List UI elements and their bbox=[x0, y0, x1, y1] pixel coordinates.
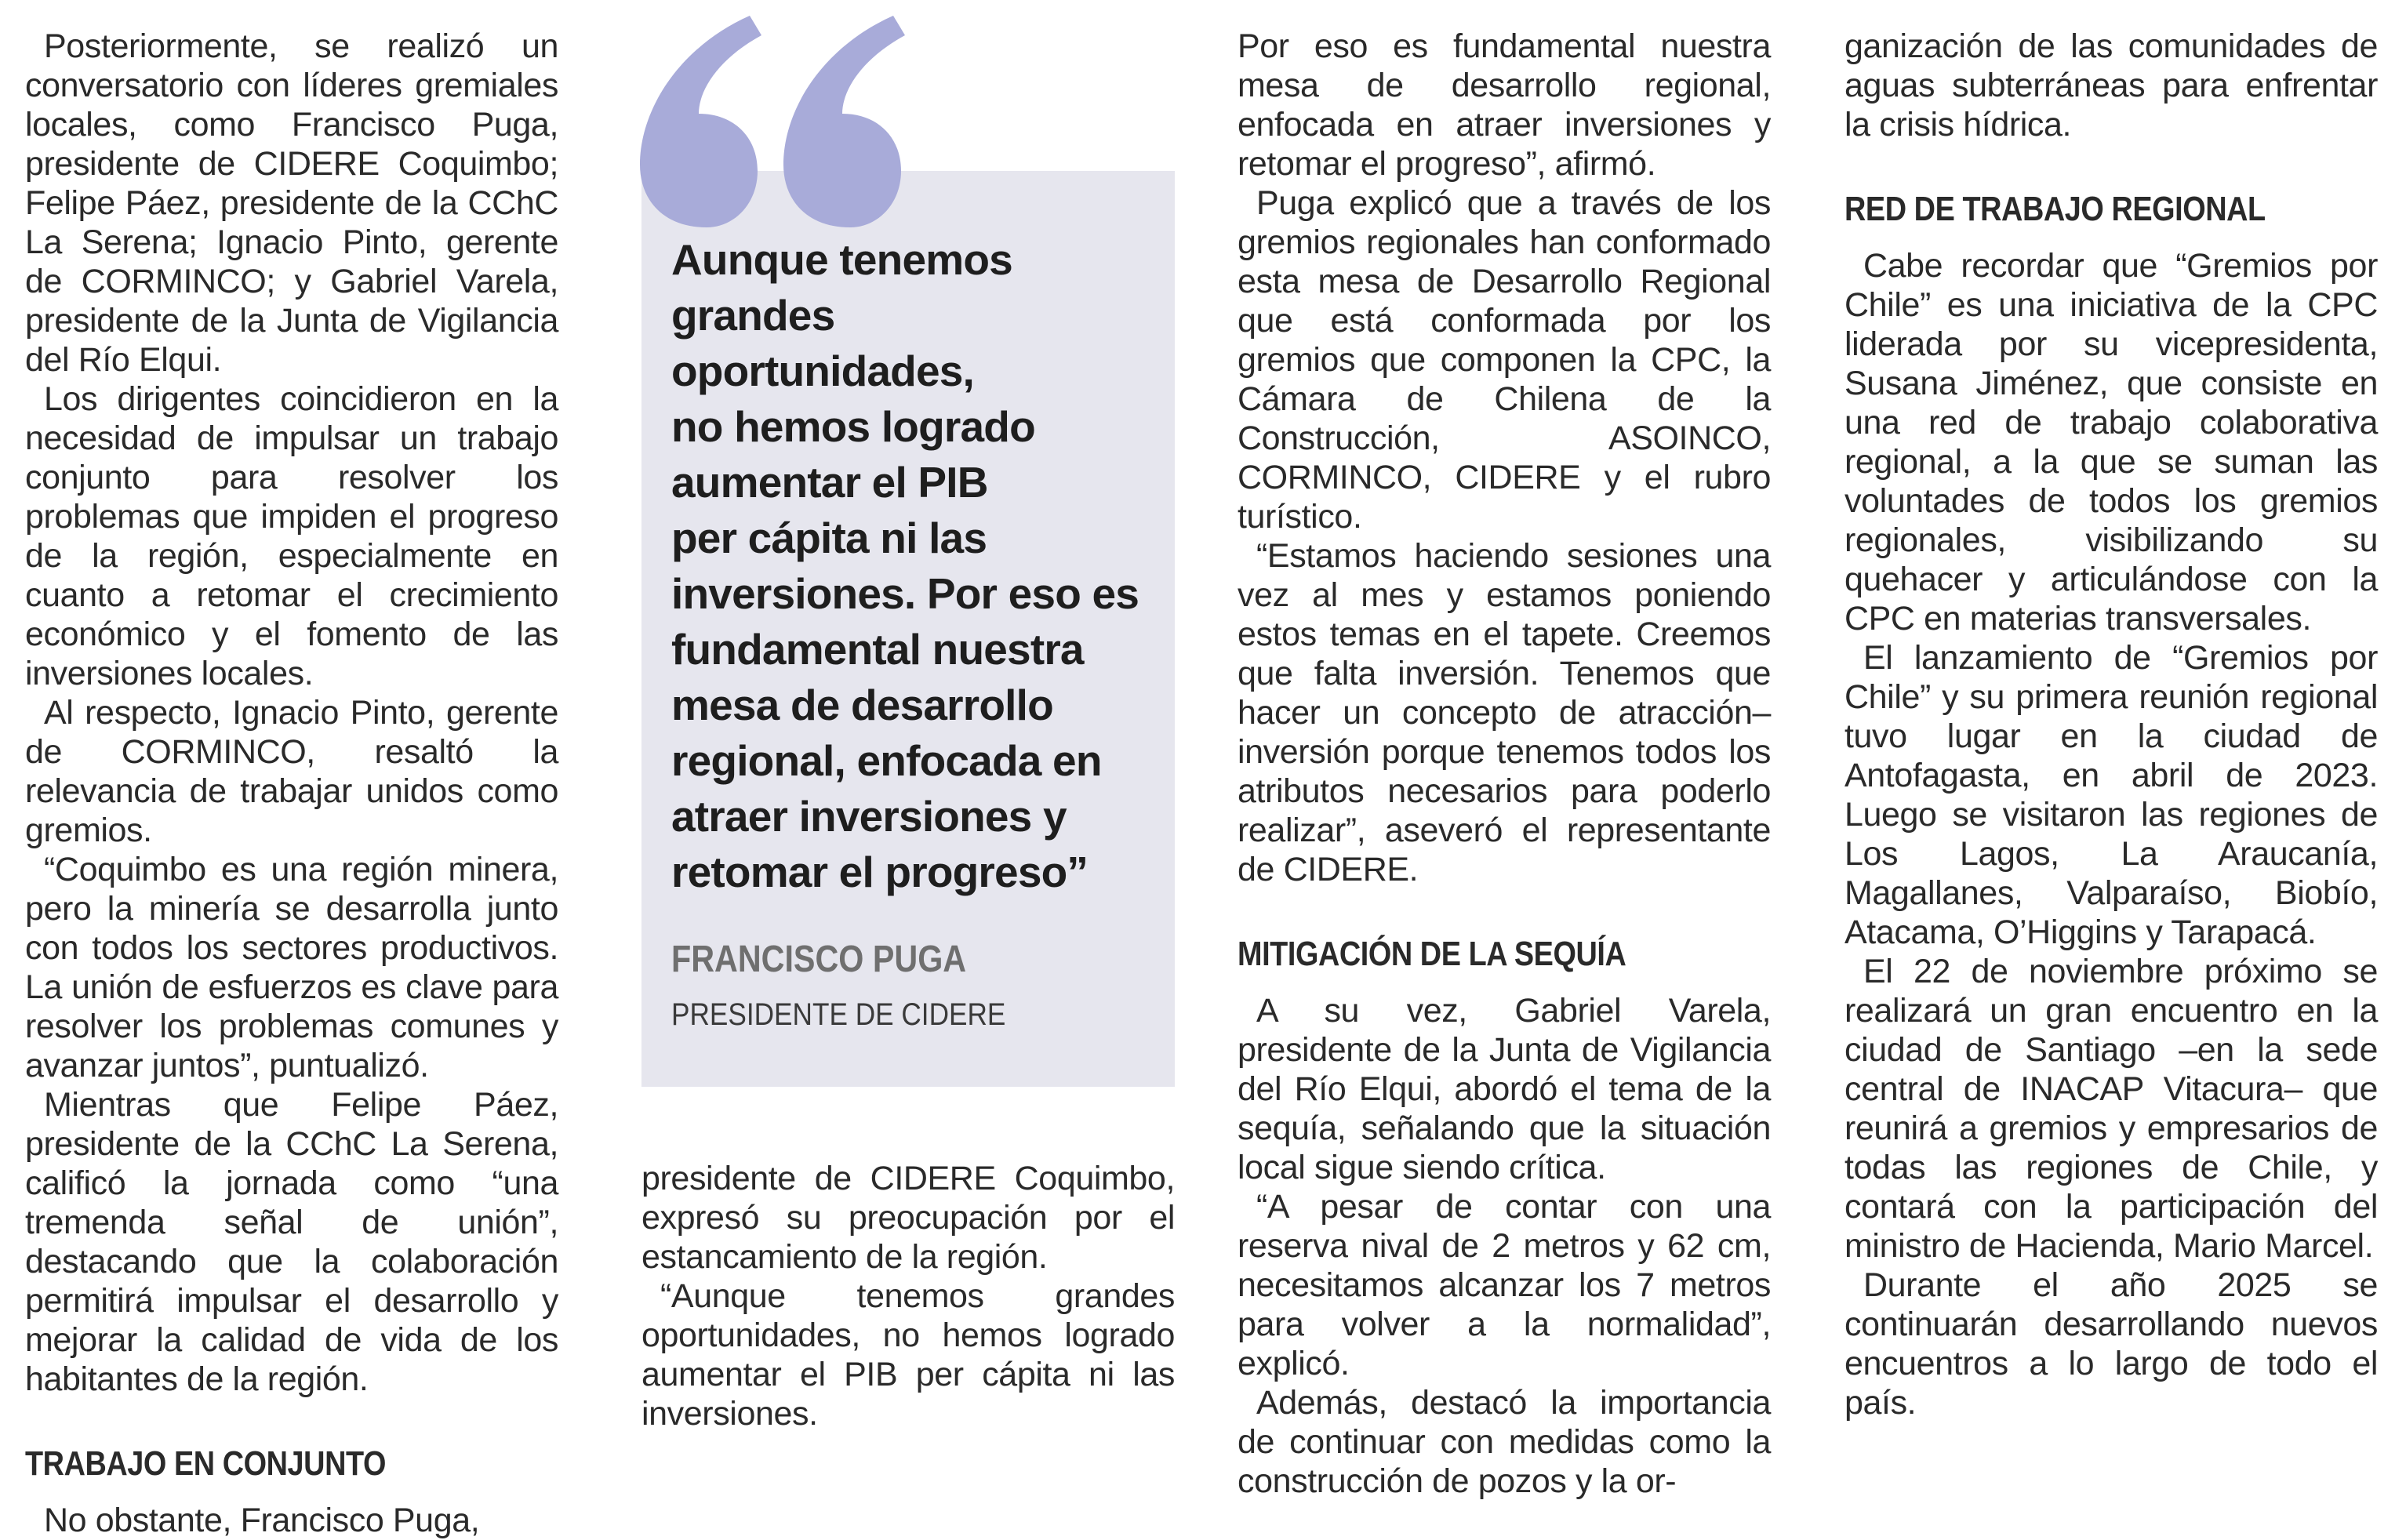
paragraph: Puga explicó que a través de los gremios regionales han conformado esta mesa de Desarrollo Regional que está conformada por los gremios que componen la CPC, la Cámara de Chilena de la Construcción, ASOINCO, CORMINCO, CIDERE y el rubro turístico. bbox=[1238, 184, 1771, 536]
paragraph: “Aunque tenemos grandes oportunidades, no hemos logrado aumentar el PIB per cápita ni las inversiones. bbox=[641, 1277, 1175, 1433]
paragraph: presidente de CIDERE Coquimbo, expresó su preocupación por el estancamiento de la región. bbox=[641, 1160, 1175, 1276]
article-column-1 bbox=[25, 27, 558, 1540]
section-heading-red-de-trabajo-regional: RED DE TRABAJO REGIONAL bbox=[1844, 190, 2266, 228]
paragraph: “Coquimbo es una región minera, pero la minería se desarrolla junto con todos los sectores productivos. La unión de esfuerzos es clave para resolver los problemas comunes y avanzar juntos”, puntualizó. bbox=[25, 851, 558, 1084]
article-column-3 bbox=[1238, 27, 1771, 1501]
pullquote-text: Aunque tenemos grandes oportunidades, no hemos logrado aumentar el PIB per cápita ni las inversiones. Por eso es fundamental nuestra mesa de desarrollo regional, enfocada en atraer inversiones y retomar el progreso” bbox=[671, 235, 1139, 896]
section-heading-mitigacion-de-la-sequia: MITIGACIÓN DE LA SEQUÍA bbox=[1238, 935, 1626, 973]
paragraph: “A pesar de contar con una reserva nival de 2 metros y 62 cm, necesitamos alcanzar los 7 metros para volver a la normalidad”, explicó. bbox=[1238, 1188, 1771, 1382]
quotation-marks-icon bbox=[632, 16, 914, 235]
paragraph: ganización de las comunidades de aguas subterráneas para enfrentar la crisis hídrica. bbox=[1844, 27, 2378, 143]
paragraph: El 22 de noviembre próximo se realizará un gran encuentro en la ciudad de Santiago –en la sede central de INACAP Vitacura– que reunirá a gremios y empresarios de todas las regiones de Chile, y contará con la participación del ministro de Hacienda, Mario Marcel. bbox=[1844, 953, 2378, 1265]
paragraph: Por eso es fundamental nuestra mesa de desarrollo regional, enfocada en atraer inversiones y retomar el progreso”, afirmó. bbox=[1238, 27, 1771, 183]
paragraph: A su vez, Gabriel Varela, presidente de la Junta de Vigilancia del Río Elqui, abordó el tema de la sequía, señalando que la situación local sigue siendo crítica. bbox=[1238, 992, 1771, 1186]
paragraph: El lanzamiento de “Gremios por Chile” y su primera reunión regional tuvo lugar en la ciudad de Antofagasta, en abril de 2023. Luego se visitaron las regiones de Los Lagos, La Araucanía, Magallanes, Valparaíso, Biobío, Atacama, O’Higgins y Tarapacá. bbox=[1844, 639, 2378, 951]
paragraph: No obstante, Francisco Puga, bbox=[44, 1502, 480, 1539]
paragraph: Al respecto, Ignacio Pinto, gerente de CORMINCO, resaltó la relevancia de trabajar unidos como gremios. bbox=[25, 694, 558, 849]
section-heading-trabajo-en-conjunto: TRABAJO EN CONJUNTO bbox=[25, 1444, 386, 1483]
paragraph: Además, destacó la importancia de continuar con medidas como la construcción de pozos y la or- bbox=[1238, 1384, 1771, 1500]
paragraph: Cabe recordar que “Gremios por Chile” es una iniciativa de la CPC liderada por su vicepresidenta, Susana Jiménez, que consiste en una red de trabajo colaborativa regional, a la que se suman las voluntades de todos los gremios regionales, visibilizando su quehacer y articulándose con la CPC en materias transversales. bbox=[1844, 247, 2378, 637]
article-column-2 bbox=[641, 1159, 1175, 1433]
article-column-4 bbox=[1844, 27, 2378, 1422]
paragraph: Los dirigentes coincidieron en la necesidad de impulsar un trabajo conjunto para resolver los problemas que impiden el progreso de la región, especialmente en cuanto a retomar el crecimiento económico y el fomento de las inversiones locales. bbox=[25, 380, 558, 692]
paragraph: “Estamos haciendo sesiones una vez al mes y estamos poniendo estos temas en el tapete. Creemos que falta inversión. Tenemos que hacer un concepto de atracción–inversión porque tenemos todos los atributos necesarios para poderlo realizar”, aseveró el representante de CIDERE. bbox=[1238, 537, 1771, 888]
pullquote-author: FRANCISCO PUGA bbox=[671, 939, 967, 980]
paragraph: Posteriormente, se realizó un conversatorio con líderes gremiales locales, como Francisco Puga, presidente de CIDERE Coquimbo; Felipe Páez, presidente de la CChC La Serena; Ignacio Pinto, gerente de CORMINCO; y Gabriel Varela, presidente de la Junta de Vigilancia del Río Elqui. bbox=[25, 27, 558, 379]
pullquote-role: PRESIDENTE DE CIDERE bbox=[671, 997, 1006, 1032]
paragraph: Durante el año 2025 se continuarán desarrollando nuevos encuentros a lo largo de todo el país. bbox=[1844, 1266, 2378, 1422]
paragraph: Mientras que Felipe Páez, presidente de la CChC La Serena, calificó la jornada como “una tremenda señal de unión”, destacando que la colaboración permitirá impulsar el desarrollo y mejorar la calidad de vida de los habitantes de la región. bbox=[25, 1086, 558, 1398]
